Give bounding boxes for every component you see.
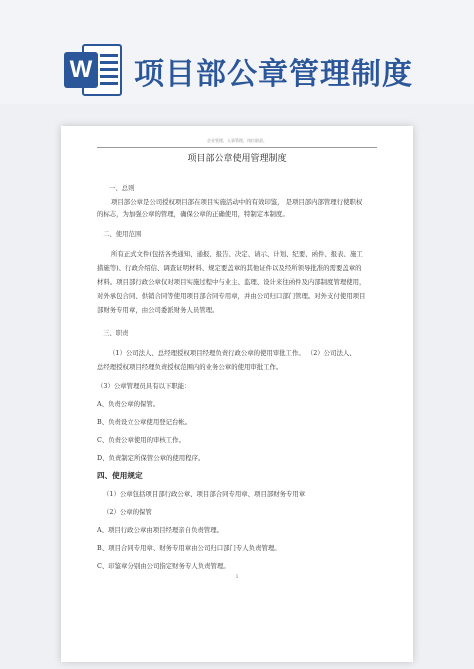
banner-title: 项目部公章管理制度 <box>134 57 413 92</box>
word-document-icon <box>64 44 122 96</box>
paragraph-line: 的标志，为加强公章的管理，确保公章的正确使用，特制定本制度。 <box>97 210 289 218</box>
banner <box>0 0 474 104</box>
page-number: 1 <box>235 574 239 579</box>
list-item: A、项目行政公章由项目经理亲自负责管理。 <box>97 526 224 534</box>
document-title: 项目部公章使用管理制度 <box>187 154 287 164</box>
paragraph-line: 所有正式文件(包括各类通知、通报、报告、决定、请示、计划、纪要、函件、报表、施工 <box>111 250 363 258</box>
list-item: A、负责公章的保管。 <box>97 400 160 408</box>
list-item: B、负责设立公章使用登记台帐。 <box>97 418 192 426</box>
list-item: D、负责制定所保管公章的使用程序。 <box>97 454 205 462</box>
list-item: B、项目合同专用章、财务专用章由公司归口部门专人负责管理。 <box>97 544 281 552</box>
document-page <box>61 126 413 662</box>
page-header: 企业管理，人事管理，岗位职责。 <box>207 138 267 143</box>
word-logo-letter: W <box>64 52 98 88</box>
paragraph-line: 项目部公章是公司授权项目部在项目实施活动中的有效印鉴， 是项目部内部管理行使职权 <box>111 198 363 206</box>
paragraph-line: 部财务专用章，由公司委派财务人员管理。 <box>97 306 219 314</box>
list-item: C、负责公章使用的审核工作。 <box>97 436 185 444</box>
paragraph-line: 措施等)、行政介绍信、调查证明材料、规定要盖章的其他证件以及经所领导批准的需要盖章的 <box>97 264 362 272</box>
list-item: C、印鉴章分别由公司指定财务专人负责管理。 <box>97 562 230 570</box>
header-divider <box>97 147 377 148</box>
paragraph-line: （2）公章的保管 <box>103 508 152 516</box>
paragraph-line: （1）公章包括项目部行政公章、项目部合同专用章、项目部财务专用章 <box>103 490 306 498</box>
paragraph-line: 对外承包合同、供销合同等使用项目部合同专用章，并由公司归口部门管理。对外支付使用项目 <box>97 292 366 300</box>
section-heading: 二、使用范围 <box>103 230 142 238</box>
section-heading: 三、职责 <box>103 329 129 337</box>
paragraph-line: 材料。项目部行政公章仅对项目实施过程中与业主、监理、设计来往函件及内部制度管理使用， <box>97 278 366 286</box>
paragraph-line: （3）公章管理员具有以下职能： <box>97 382 191 390</box>
paragraph-line: （1）公司法人、总经理授权项目经理负责行政公章的使用审批工作。 （2）公司法人、 <box>109 349 356 357</box>
section-heading: 四、使用规定 <box>97 471 143 480</box>
section-heading: 一、总则 <box>109 184 135 192</box>
paragraph-line: 总经理授权项目经理负责授权范围内的业务公章的使用审批工作。 <box>97 363 283 371</box>
